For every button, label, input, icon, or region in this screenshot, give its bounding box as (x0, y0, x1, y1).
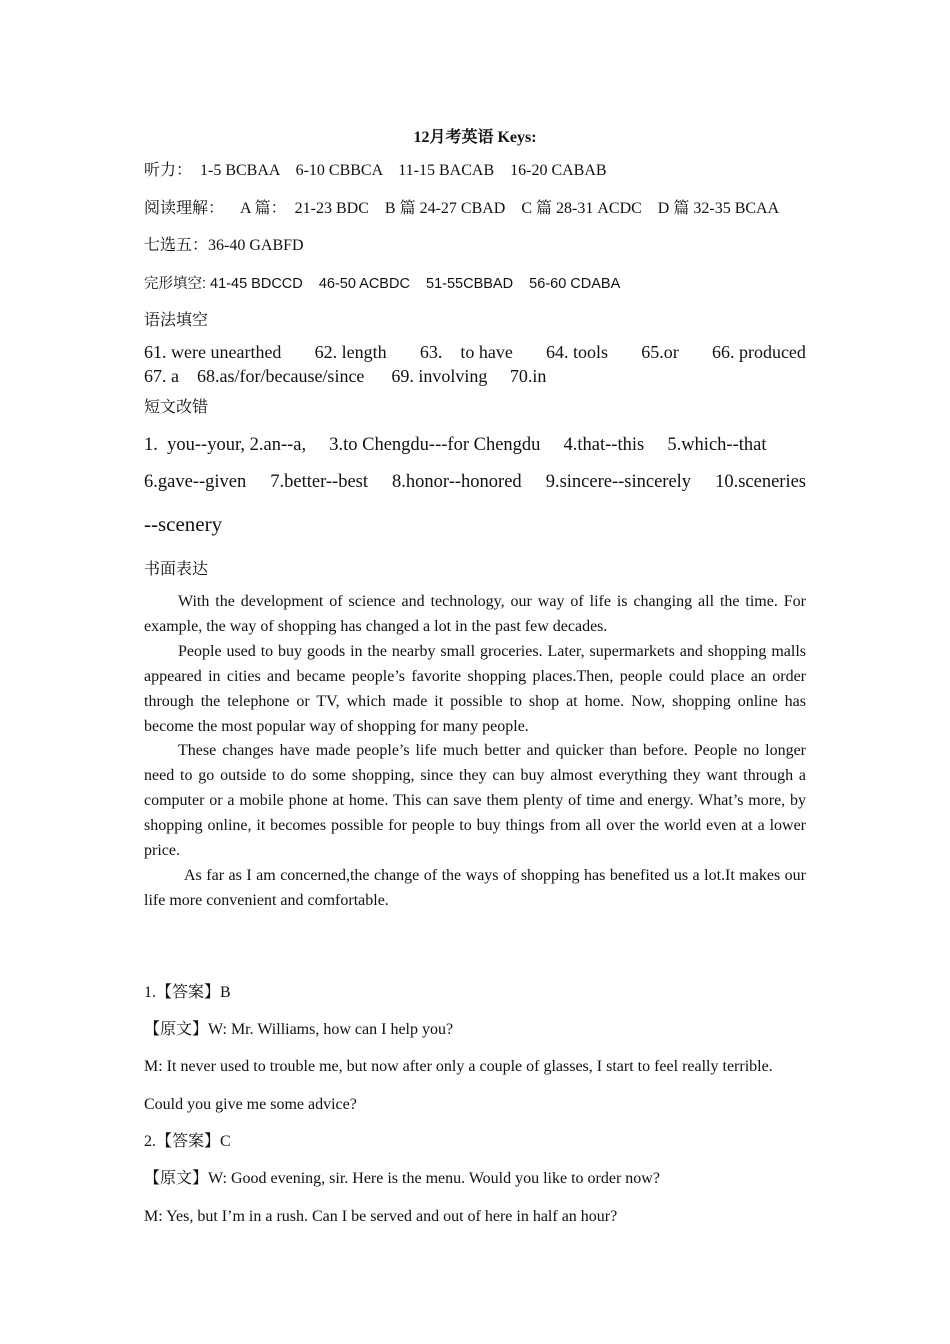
grammar-key: 66. produced (711, 342, 806, 362)
page-title: 12月考英语 Keys: (413, 129, 537, 146)
answer-1-transcript-m-cont: Could you give me some advice? (144, 1096, 357, 1113)
correction-key: 8.honor--honored (392, 472, 522, 492)
writing-paragraph-1: With the development of science and technology, our way of life is changing all the time. For example, the way of shopping has changed a lot in the past few decades. (144, 593, 806, 635)
seven-choose-five-keys: 七选五：36-40 GABFD (144, 237, 304, 254)
correction-keys-row-3: --scenery (144, 512, 223, 536)
grammar-key: 63. to have (419, 342, 513, 362)
writing-paragraph-2: People used to buy goods in the nearby small groceries. Later, supermarkets and shopping malls appeared in cities and became people’s favorite shopping places.Then, people could place an order through the telephone or TV, which made it possible to shop at home. Now, shopping online has become the most popular way of shopping for many people. (144, 643, 806, 735)
answer-2-label: 2.【答案】C (144, 1133, 231, 1150)
grammar-keys-row-1 (144, 342, 806, 363)
answer-1-transcript-w: 【原文】W: Mr. Williams, how can I help you? (144, 1021, 454, 1038)
writing-paragraph-4: As far as I am concerned,the change of the ways of shopping has benefited us a lot.It makes our life more convenient and comfortable. (144, 867, 806, 909)
correction-key: 7.better--best (270, 472, 369, 492)
writing-heading: 书面表达 (144, 561, 209, 578)
correction-key: 6.gave--given (144, 472, 247, 492)
grammar-key: 62. length (314, 342, 387, 362)
answer-2-transcript-w: 【原文】W: Good evening, sir. Here is the menu. Would you like to order now? (144, 1170, 660, 1187)
correction-key: 9.sincere--sincerely (545, 472, 692, 492)
writing-paragraph-3: These changes have made people’s life much better and quicker than before. People no longer need to go outside to do some shopping, since they can buy almost everything they want through a computer or a mobile phone at home. This can save them plenty of time and energy. What’s more, by shopping online, it becomes possible for people to buy things from all over the world even at a lower price. (144, 742, 806, 859)
cloze-keys: 完形填空: 41-45 BDCCD 46-50 ACBDC 51-55CBBAD 56-60 CDABA (144, 276, 621, 292)
grammar-key: 61. were unearthed (144, 342, 282, 362)
grammar-keys-row-2: 67. a 68.as/for/because/since 69. involving 70.in (144, 366, 547, 386)
correction-key: 10.sceneries (715, 472, 806, 492)
answer-2-transcript-m: M: Yes, but I’m in a rush. Can I be served and out of here in half an hour? (144, 1208, 618, 1225)
correction-keys-row-1: 1. you--your, 2.an--a, 3.to Chengdu---for Chengdu 4.that--this 5.which--that (144, 435, 767, 455)
listening-keys: 听力： 1-5 BCBAA 6-10 CBBCA 11-15 BACAB 16-20 CABAB (144, 162, 607, 179)
grammar-key: 64. tools (546, 342, 609, 362)
grammar-key: 65.or (641, 342, 679, 362)
correction-heading: 短文改错 (144, 399, 209, 416)
answer-1-transcript-m: M: It never used to trouble me, but now after only a couple of glasses, I start to feel really terrible. (144, 1058, 773, 1075)
answer-1-label: 1.【答案】B (144, 984, 231, 1001)
reading-keys: 阅读理解： A 篇： 21-23 BDC B 篇 24-27 CBAD C 篇 28-31 ACDC D 篇 32-35 BCAA (144, 200, 780, 217)
grammar-heading: 语法填空 (144, 312, 209, 329)
correction-keys-row-2 (144, 472, 806, 493)
